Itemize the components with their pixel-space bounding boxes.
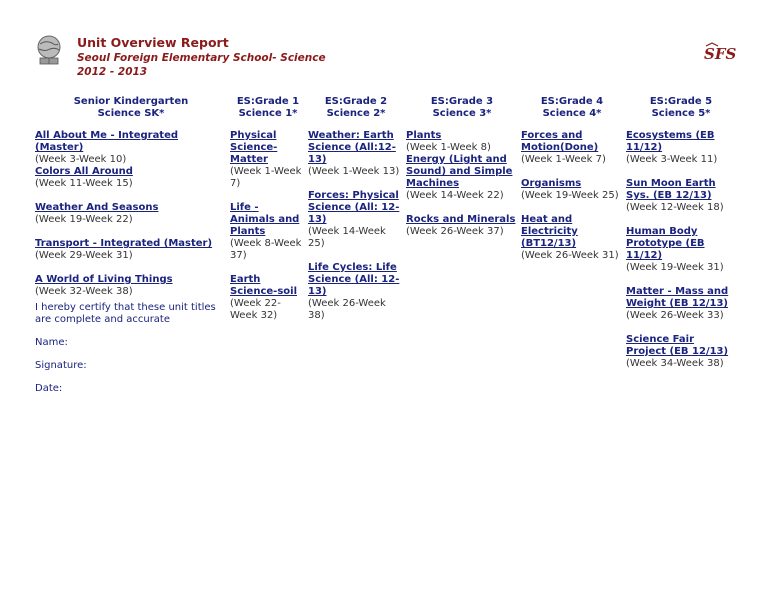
certify-text: I hereby certify that these unit titles are complete and accurate	[35, 302, 216, 325]
unit-title: Earth Science-soil	[230, 274, 297, 297]
header-subject: Science 2*	[326, 108, 386, 119]
header-subject: Science 3*	[432, 108, 492, 119]
header-grade: ES:Grade 1	[236, 96, 300, 107]
svg-text:SFS: SFS	[704, 45, 737, 63]
column-header	[521, 96, 623, 130]
unit-title: Forces and Motion(Done)	[521, 130, 599, 153]
column-senior-kindergarten	[35, 96, 227, 395]
unit-title: Science Fair Project (EB 12/13)	[626, 334, 729, 357]
report-title: Unit Overview Report	[77, 35, 229, 50]
header-subject: Science 1*	[238, 108, 298, 119]
school-name: Seoul Foreign Elementary School- Science	[77, 52, 326, 64]
header-grade: ES:Grade 3	[430, 96, 494, 107]
date-label: Date:	[35, 383, 63, 394]
unit-weeks: (Week 1-Week 7)	[230, 166, 302, 189]
unit-weeks: (Week 3-Week 11)	[626, 154, 718, 165]
column-header	[35, 96, 227, 130]
column-header	[308, 96, 404, 130]
header-subject: Science SK*	[97, 108, 165, 119]
unit-title: Energy (Light and Sound) and Simple Machines	[406, 154, 513, 189]
unit-title: A World of Living Things	[35, 274, 173, 285]
unit-weeks: (Week 22-Week 32)	[230, 298, 281, 321]
column-grade-5	[626, 96, 736, 370]
unit-title: Life Cycles: Life Science (All: 12-13)	[308, 262, 400, 297]
header-subject: Science 5*	[651, 108, 711, 119]
unit-weeks: (Week 19-Week 25)	[521, 190, 619, 201]
unit-weeks: (Week 19-Week 22)	[35, 214, 133, 225]
unit-title: Transport - Integrated (Master)	[35, 238, 213, 249]
name-label: Name:	[35, 337, 68, 348]
unit-weeks: (Week 34-Week 38)	[626, 358, 724, 369]
unit-weeks: (Week 12-Week 18)	[626, 202, 724, 213]
unit-weeks: (Week 14-Week 22)	[406, 190, 504, 201]
unit-title: Colors All Around	[35, 166, 133, 177]
unit-weeks: (Week 1-Week 13)	[308, 166, 400, 177]
unit-title: Physical Science-Matter	[230, 130, 278, 165]
unit-weeks: (Week 32-Week 38)	[35, 286, 133, 297]
column-grade-3	[406, 96, 518, 238]
sfs-logo	[702, 42, 738, 64]
header-grade: Senior Kindergarten	[73, 96, 189, 107]
unit-title: Ecosystems (EB 11/12)	[626, 130, 715, 153]
unit-weeks: (Week 19-Week 31)	[626, 262, 724, 273]
unit-title: Life - Animals and Plants	[230, 202, 300, 237]
unit-weeks: (Week 8-Week 37)	[230, 238, 302, 261]
header-grade: ES:Grade 4	[540, 96, 604, 107]
unit-weeks: (Week 14-Week 25)	[308, 226, 386, 249]
unit-title: Forces: Physical Science (All: 12-13)	[308, 190, 400, 225]
unit-weeks: (Week 11-Week 15)	[35, 178, 133, 189]
unit-weeks: (Week 26-Week 38)	[308, 298, 386, 321]
unit-weeks: (Week 26-Week 31)	[521, 250, 619, 261]
column-grade-2	[308, 96, 404, 322]
column-grade-4	[521, 96, 623, 262]
unit-weeks: (Week 1-Week 7)	[521, 154, 606, 165]
unit-title: Human Body Prototype (EB 11/12)	[626, 226, 705, 261]
unit-weeks: (Week 1-Week 8)	[406, 142, 491, 153]
unit-title: All About Me - Integrated (Master)	[35, 130, 179, 153]
header-grade: ES:Grade 5	[649, 96, 713, 107]
header-subject: Science 4*	[542, 108, 602, 119]
unit-title: Organisms	[521, 178, 582, 189]
unit-title: Weather: Earth Science (All:12-13)	[308, 130, 396, 165]
school-year: 2012 - 2013	[77, 66, 148, 78]
header-grade: ES:Grade 2	[324, 96, 388, 107]
unit-weeks: (Week 26-Week 33)	[626, 310, 724, 321]
unit-title: Sun Moon Earth Sys. (EB 12/13)	[626, 178, 716, 201]
column-header	[406, 96, 518, 130]
unit-title: Plants	[406, 130, 442, 141]
column-grade-1	[230, 96, 306, 322]
column-header	[626, 96, 736, 130]
unit-weeks: (Week 29-Week 31)	[35, 250, 133, 261]
unit-title: Weather And Seasons	[35, 202, 159, 213]
unit-weeks: (Week 3-Week 10)	[35, 154, 127, 165]
unit-weeks: (Week 26-Week 37)	[406, 226, 504, 237]
unit-title: Rocks and Minerals	[406, 214, 516, 225]
unit-title: Matter - Mass and Weight (EB 12/13)	[626, 286, 729, 309]
column-header	[230, 96, 306, 130]
signature-label: Signature:	[35, 360, 87, 371]
unit-title: Heat and Electricity (BT12/13)	[521, 214, 578, 249]
globe-icon	[34, 34, 64, 68]
